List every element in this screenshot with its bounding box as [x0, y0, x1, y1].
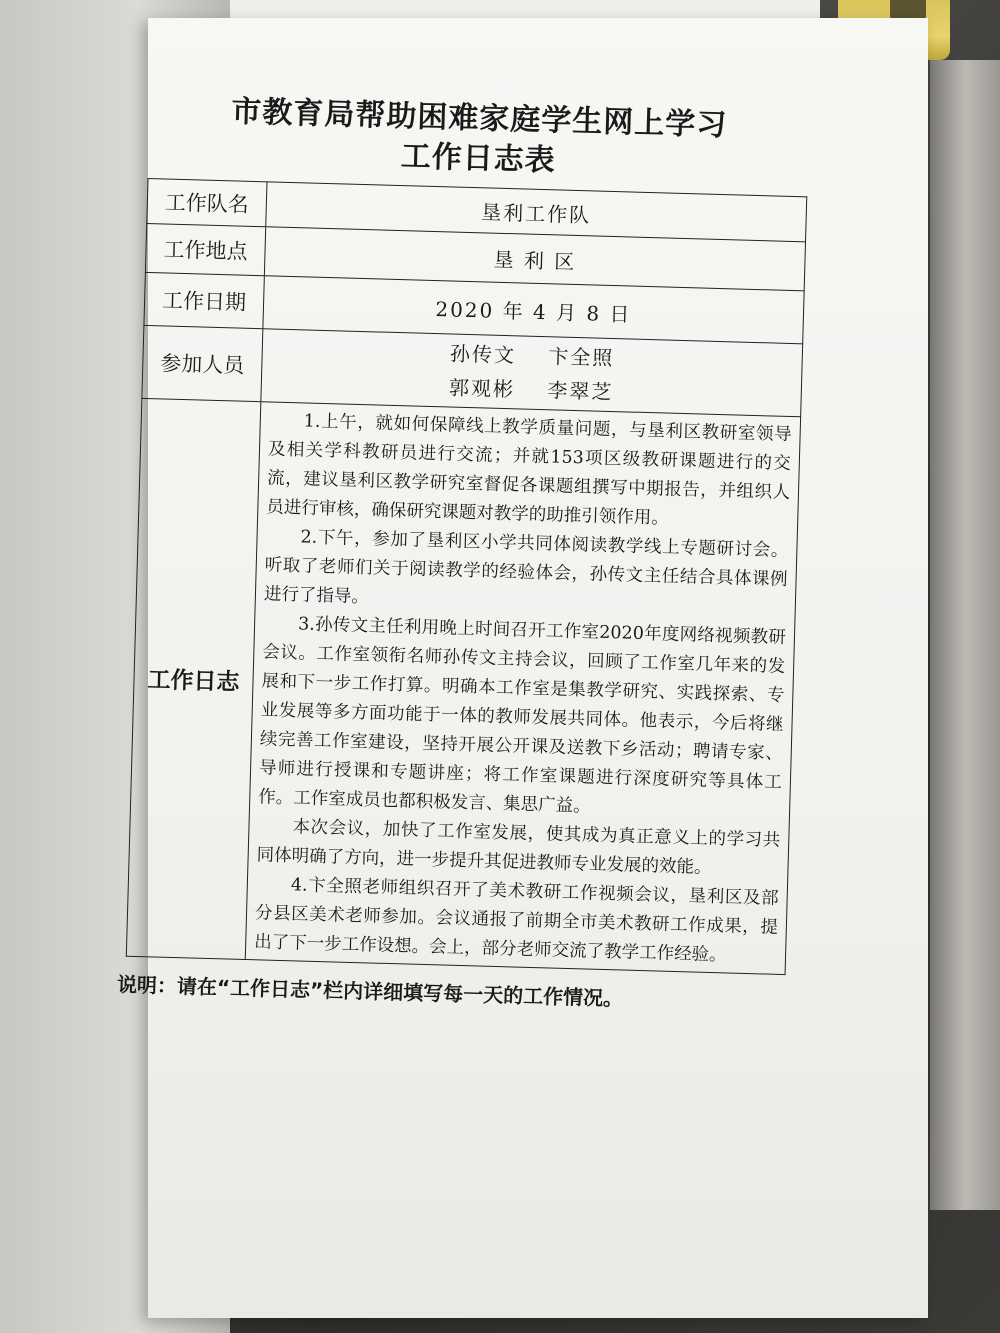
- participant-name: 孙传文: [449, 341, 517, 368]
- journal-paragraph: 4.卞全照老师组织召开了美术教研工作视频会议，垦利区及部分县区美术老师参加。会议通报了前期全市美术教研工作成果，提出了下一步工作设想。会上，部分老师交流了教学工作经验。: [253, 875, 779, 966]
- journal-label: 工作日志: [126, 398, 261, 959]
- journal-paragraph: 本次会议，加快了工作室发展，使其成为真正意义上的学习共同体明确了方向，进一步提升其促进教师专业发展的效能。: [256, 817, 781, 878]
- form-title-line-1: 市教育局帮助困难家庭学生网上学习: [230, 94, 728, 144]
- row-journal: [126, 398, 800, 974]
- date-label: 工作日期: [144, 272, 264, 328]
- form-title: [148, 90, 810, 188]
- participant-name: 卞全照: [548, 344, 615, 371]
- journal-content: [245, 402, 800, 975]
- participant-name: 郭观彬: [448, 375, 516, 402]
- form-title-line-2: 工作日志表: [400, 139, 557, 179]
- participants-label: 参加人员: [142, 325, 263, 401]
- date-value: 2020 年 4 月 8 日: [263, 276, 804, 344]
- work-log-table: [126, 178, 807, 975]
- participant-name: 李翠芝: [547, 378, 614, 405]
- journal-paragraph: 2.下午，参加了垦利区小学共同体阅读教学线上专题研讨会。听取了老师们关于阅读教学的经验体会，孙传文主任结合具体课例进行了指导。: [263, 527, 789, 608]
- location-label: 工作地点: [145, 223, 265, 275]
- journal-paragraph: 1.上午，就如何保障线上教学质量问题，与垦利区教研室领导及相关学科教研员进行交流；并就153项区级教研课题进行的交流，建议垦利区教学研究室督促各课题组撰写中期报告，并组织人员进行审核，确保研究课题对教学的助推引领作用。: [266, 411, 792, 529]
- location-value: 垦 利 区: [264, 227, 805, 291]
- team-value: 垦利工作队: [266, 182, 807, 242]
- team-label: 工作队名: [147, 178, 267, 226]
- background-card-right: [930, 60, 1000, 1210]
- form-note: 说明：请在“工作日志”栏内详细填写每一天的工作情况。: [116, 972, 624, 1011]
- journal-paragraph: 3.孙传文主任利用晚上时间召开工作室2020年度网络视频教研会议。工作室领衔名师孙传文主持会议，回顾了工作室几年来的发展和下一步工作打算。明确本工作室是集教学研究、实践探索、专业发展等多方面功能于一体的教师发展共同体。他表示，今后将继续完善工作室建设，坚持开展公开课及送教下乡活动；聘请专家、导师进行授课和专题讲座；将工作室课题进行深度研究等具体工作。工作室成员也都积极发言、集思广益。: [258, 614, 787, 817]
- work-log-form: [116, 90, 810, 1016]
